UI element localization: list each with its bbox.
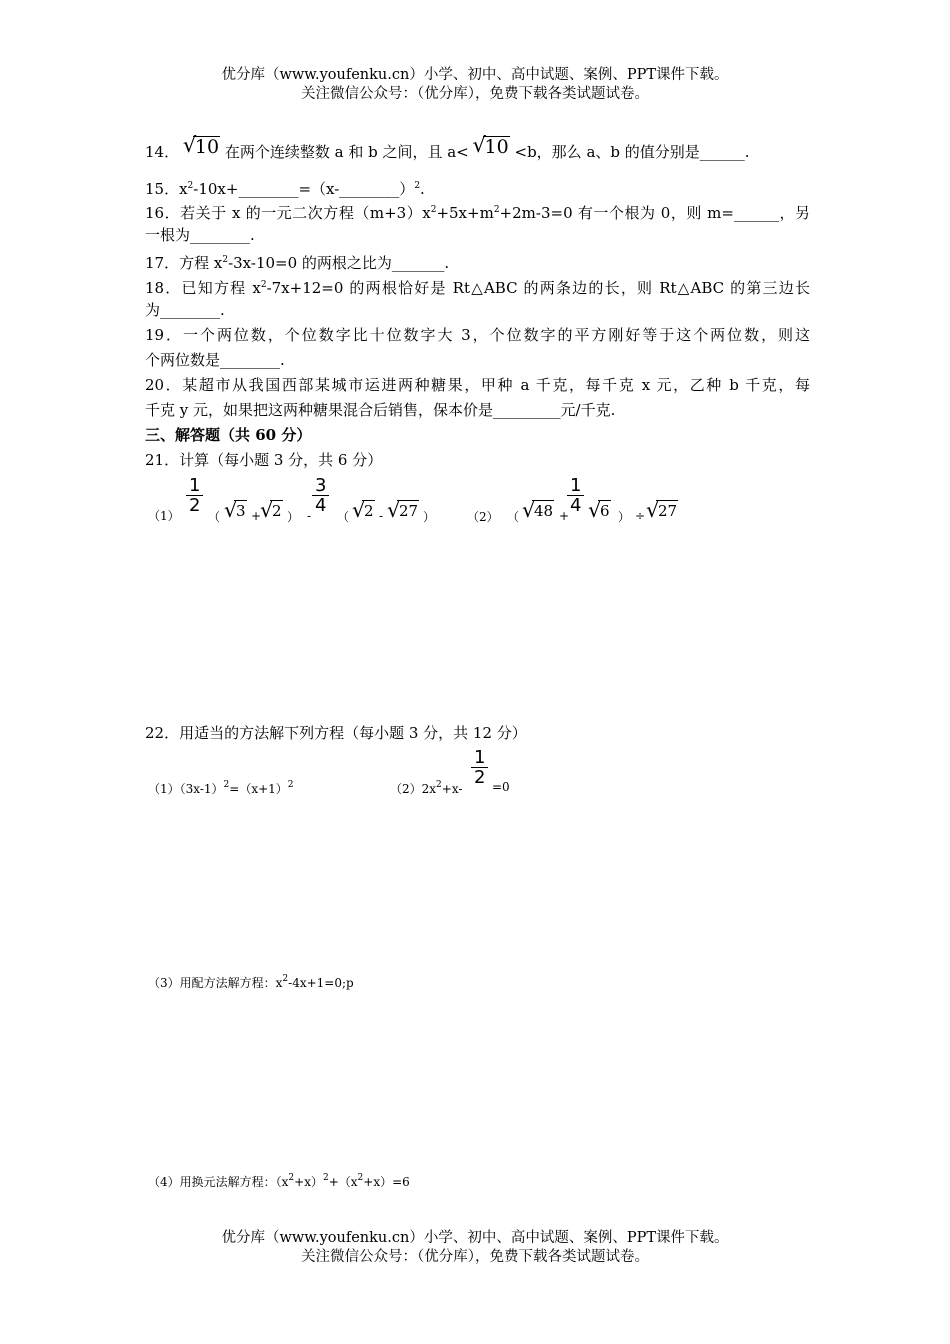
page-header-line2: 关注微信公众号：（优分库），免费下载各类试题试卷。 [301,86,649,102]
question-22-parts-1-2: $(1)(3x-1)^2=(x+1)^2$ $(2)2x^2+x-$ $\frac{1}{2}$ =0 [148,747,510,796]
question-14: 14． √ 10 在两个连续整数 a 和 b 之间，且 a< √ 10 <b，那么 a、b 的值分别是______. [145,133,750,161]
sqrt-3: √ 3 [224,498,246,522]
question-17: 17．方程 $x^2-3x-10=0$ 的两根之比为_______. [145,254,450,272]
question-21-title: 21．计算（每小题 3 分，共 6 分） [145,451,383,469]
page-footer-line2: 关注微信公众号：（优分库），免费下载各类试题试卷。 [301,1249,649,1265]
sqrt-6: √ 6 [588,498,610,522]
page-footer-line1: 优分库（www.youfenku.cn）小学、初中、高中试题、案例、PPT课件下载。 [221,1230,729,1246]
sqrt-2: √ 2 [352,498,374,522]
sqrt-10: √ 10 [182,133,220,158]
fraction-one-half: $\frac{1}{2}$ [186,476,203,515]
fraction-three-quarters: $\frac{3}{4}$ [312,476,329,515]
question-15: 15．$x^2-10x+\_\_\_\_\_\_\_\_=(x-\_\_\_\_\_\_\_\_)^2$. [145,180,425,198]
sqrt-27: √ 27 [646,498,678,522]
question-22-part3: （3）用配方法解方程：$x^2-4x+1=0;p$ [148,974,354,990]
question-22-part2: $(2)2x^2+x-$ [390,780,463,796]
question-22-title: 22．用适当的方法解下列方程（每小题 3 分，共 12 分） [145,724,527,742]
fraction-one-half: $\frac{1}{2}$ [471,748,488,787]
question-18-line1: 18．已知方程 $x^2-7x+12=0$ 的两根恰好是 Rt△ABC 的两条边的长，则 Rt△ABC 的第三边长 [145,279,810,297]
page-header-line1: 优分库（www.youfenku.cn）小学、初中、高中试题、案例、PPT课件下载。 [221,67,729,83]
fraction-one-quarter: $\frac{1}{4}$ [567,476,584,515]
question-20-line1: 20．某超市从我国西部某城市运进两种糖果，甲种 a 千克，每千克 x 元，乙种 b 千克，每 [145,376,810,394]
question-20-line2: 千克 y 元，如果把这两种糖果混合后销售，保本价是_________元/千克. [145,401,616,419]
sqrt-10: √ 10 [472,133,509,158]
sqrt-2: √ 2 [260,498,282,522]
question-22-part1: $(1)(3x-1)^2=(x+1)^2$ [148,780,294,796]
sqrt-48: √ 48 [522,498,554,522]
question-18-line2: 为________. [145,301,225,319]
question-16-line1: 16．若关于 x 的一元二次方程$(m+3)x^2+5x+m^2+2m-3=0$ 有一个根为 0，则 m=______，另 [145,204,810,222]
question-22-part4: （4）用换元法解方程：$(x^2+x)^2+(x^2+x)=6$ [148,1173,410,1189]
sqrt-27: √ 27 [387,498,419,522]
section-3-title: 三、解答题（共 60 分） [145,426,312,444]
question-16-line2: 一根为________. [145,226,255,244]
question-19-line2: 个两位数是________. [145,351,285,369]
question-19-line1: 19．一个两位数，个位数字比十位数字大 3，个位数字的平方刚好等于这个两位数，则这 [145,326,810,344]
